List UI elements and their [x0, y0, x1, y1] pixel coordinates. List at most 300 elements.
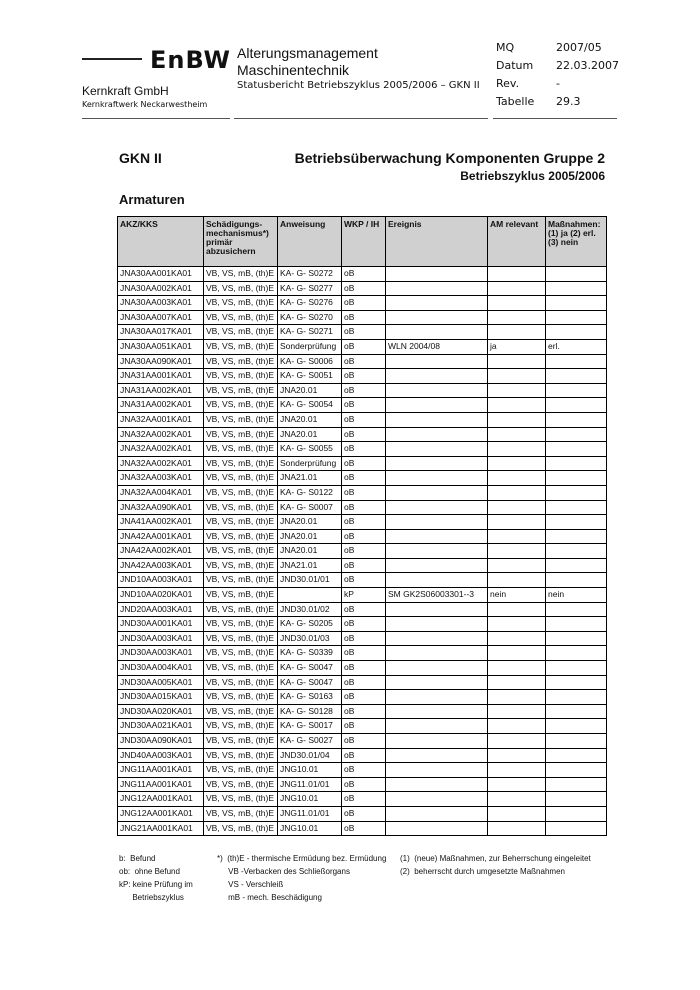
table-cell: oB — [342, 267, 386, 282]
table-cell — [386, 485, 488, 500]
table-row — [118, 617, 607, 632]
meta-value: 2007/05 — [556, 41, 602, 54]
table-row — [118, 704, 607, 719]
table-cell — [546, 719, 607, 734]
table-cell — [386, 296, 488, 311]
table-cell — [488, 500, 546, 515]
table-cell: KA- G- S0047 — [278, 675, 342, 690]
table-cell: oB — [342, 631, 386, 646]
table-cell: oB — [342, 675, 386, 690]
table-cell — [546, 777, 607, 792]
table-cell: oB — [342, 471, 386, 486]
table-row — [118, 734, 607, 749]
table-row — [118, 442, 607, 457]
table-cell — [386, 646, 488, 661]
table-cell: oB — [342, 792, 386, 807]
table-cell — [386, 558, 488, 573]
table-cell: VB, VS, mB, (th)E — [204, 617, 278, 632]
table-row — [118, 485, 607, 500]
table-cell: JNA30AA017KA01 — [118, 325, 204, 340]
table-cell: VB, VS, mB, (th)E — [204, 412, 278, 427]
column-header: Ereignis — [386, 217, 488, 267]
table-cell: KA- G- S0055 — [278, 442, 342, 457]
table-cell: VB, VS, mB, (th)E — [204, 485, 278, 500]
table-cell — [386, 369, 488, 384]
table-cell: oB — [342, 281, 386, 296]
table-row — [118, 763, 607, 778]
table-cell — [488, 777, 546, 792]
table-cell — [488, 690, 546, 705]
table-cell — [488, 792, 546, 807]
column-header: AM relevant — [488, 217, 546, 267]
table-cell — [488, 748, 546, 763]
table-cell: JND30AA021KA01 — [118, 719, 204, 734]
table-cell: JNG10.01 — [278, 792, 342, 807]
table-cell: JND30AA015KA01 — [118, 690, 204, 705]
table-cell: VB, VS, mB, (th)E — [204, 442, 278, 457]
table-cell: JNA32AA002KA01 — [118, 427, 204, 442]
table-cell: JNA42AA002KA01 — [118, 544, 204, 559]
table-row — [118, 544, 607, 559]
table-cell: JNA32AA003KA01 — [118, 471, 204, 486]
table-cell: erl. — [546, 339, 607, 354]
table-row — [118, 792, 607, 807]
table-cell — [386, 383, 488, 398]
table-cell: KA- G- S0128 — [278, 704, 342, 719]
legend-line: mB - mech. Beschädigung — [217, 893, 322, 902]
table-row — [118, 748, 607, 763]
table-cell: oB — [342, 529, 386, 544]
table-cell: VB, VS, mB, (th)E — [204, 529, 278, 544]
table-cell — [488, 704, 546, 719]
table-cell — [488, 310, 546, 325]
table-cell: JNG11AA001KA01 — [118, 763, 204, 778]
table-cell: VB, VS, mB, (th)E — [204, 631, 278, 646]
table-cell — [386, 281, 488, 296]
table-cell: Sonderprüfung — [278, 339, 342, 354]
logo-line — [82, 58, 142, 60]
column-header: AKZ/KKS — [118, 217, 204, 267]
table-cell — [546, 398, 607, 413]
table-cell — [386, 661, 488, 676]
table-cell: oB — [342, 515, 386, 530]
table-row — [118, 267, 607, 282]
table-cell: VB, VS, mB, (th)E — [204, 675, 278, 690]
table-cell: JND30.01/03 — [278, 631, 342, 646]
table-cell: VB, VS, mB, (th)E — [204, 354, 278, 369]
table-cell: JNA32AA090KA01 — [118, 500, 204, 515]
table-cell: JND10AA003KA01 — [118, 573, 204, 588]
component-table — [117, 216, 607, 836]
table-cell — [546, 383, 607, 398]
table-cell: JND40AA003KA01 — [118, 748, 204, 763]
table-cell: JNG11.01/01 — [278, 806, 342, 821]
table-cell: oB — [342, 325, 386, 340]
table-cell — [488, 412, 546, 427]
meta-key: Datum — [496, 59, 534, 72]
legend-line: VS - Verschleiß — [217, 880, 284, 889]
table-cell: VB, VS, mB, (th)E — [204, 558, 278, 573]
table-cell: VB, VS, mB, (th)E — [204, 588, 278, 603]
meta-row — [496, 77, 616, 95]
table-cell: KA- G- S0276 — [278, 296, 342, 311]
meta-value: 22.03.2007 — [556, 59, 619, 72]
table-cell — [546, 690, 607, 705]
table-cell: VB, VS, mB, (th)E — [204, 427, 278, 442]
table-cell — [488, 763, 546, 778]
table-cell: JND30AA004KA01 — [118, 661, 204, 676]
table-cell — [278, 588, 342, 603]
table-cell — [386, 456, 488, 471]
table-cell — [546, 310, 607, 325]
table-cell — [386, 602, 488, 617]
table-cell: VB, VS, mB, (th)E — [204, 267, 278, 282]
operating-cycle: Betriebszyklus 2005/2006 — [460, 169, 605, 183]
table-cell — [386, 821, 488, 836]
table-row — [118, 646, 607, 661]
column-header: WKP / IH — [342, 217, 386, 267]
table-row — [118, 369, 607, 384]
table-cell — [546, 267, 607, 282]
table-cell — [546, 354, 607, 369]
table-row — [118, 398, 607, 413]
table-cell: VB, VS, mB, (th)E — [204, 296, 278, 311]
table-cell — [488, 515, 546, 530]
table-cell: oB — [342, 427, 386, 442]
table-cell — [488, 806, 546, 821]
table-row — [118, 661, 607, 676]
table-cell: oB — [342, 500, 386, 515]
table-cell: VB, VS, mB, (th)E — [204, 339, 278, 354]
table-cell: oB — [342, 310, 386, 325]
table-row — [118, 500, 607, 515]
header-rule — [493, 118, 617, 119]
table-row — [118, 325, 607, 340]
table-cell: VB, VS, mB, (th)E — [204, 369, 278, 384]
table-cell: KA- G- S0205 — [278, 617, 342, 632]
meta-value: 29.3 — [556, 95, 581, 108]
table-cell — [386, 777, 488, 792]
table-cell: KA- G- S0054 — [278, 398, 342, 413]
table-cell: oB — [342, 806, 386, 821]
table-cell — [386, 310, 488, 325]
table-cell: oB — [342, 646, 386, 661]
table-cell: JNA32AA002KA01 — [118, 442, 204, 457]
table-cell: JNA30AA051KA01 — [118, 339, 204, 354]
legend-line: VB -Verbacken des Schließorgans — [217, 867, 350, 876]
table-cell: oB — [342, 485, 386, 500]
table-cell — [546, 763, 607, 778]
table-cell — [546, 485, 607, 500]
company-name: Kernkraft GmbH — [82, 84, 169, 98]
table-cell: JNA20.01 — [278, 412, 342, 427]
table-cell — [488, 354, 546, 369]
table-cell — [488, 471, 546, 486]
legend-line: (2) beherrscht durch umgesetzte Maßnahmen — [400, 867, 565, 876]
table-cell — [386, 515, 488, 530]
table-cell: VB, VS, mB, (th)E — [204, 792, 278, 807]
header-rule — [82, 118, 230, 119]
legend-line: b: Befund — [119, 854, 156, 863]
table-cell — [546, 529, 607, 544]
unit-label: GKN II — [119, 150, 162, 166]
table-header-row — [118, 217, 607, 267]
table-row — [118, 383, 607, 398]
table-cell: VB, VS, mB, (th)E — [204, 777, 278, 792]
table-cell: JNA32AA001KA01 — [118, 412, 204, 427]
table-cell — [386, 734, 488, 749]
table-cell: JNA20.01 — [278, 515, 342, 530]
table-cell: KA- G- S0122 — [278, 485, 342, 500]
table-cell: oB — [342, 573, 386, 588]
meta-value: - — [556, 77, 560, 90]
table-cell: JNA32AA002KA01 — [118, 456, 204, 471]
table-cell — [488, 617, 546, 632]
table-cell: JNG12AA001KA01 — [118, 792, 204, 807]
meta-row — [496, 59, 619, 77]
table-cell: oB — [342, 354, 386, 369]
table-cell: JNA30AA090KA01 — [118, 354, 204, 369]
table-cell: KA- G- S0277 — [278, 281, 342, 296]
table-cell — [386, 704, 488, 719]
table-row — [118, 821, 607, 836]
table-cell — [546, 558, 607, 573]
table-cell — [546, 412, 607, 427]
table-cell — [546, 544, 607, 559]
table-row — [118, 719, 607, 734]
table-cell: oB — [342, 558, 386, 573]
table-cell: VB, VS, mB, (th)E — [204, 821, 278, 836]
table-cell: JNG12AA001KA01 — [118, 806, 204, 821]
table-cell: KA- G- S0017 — [278, 719, 342, 734]
table-row — [118, 471, 607, 486]
table-cell — [386, 354, 488, 369]
table-cell: JNA20.01 — [278, 427, 342, 442]
table-cell: KA- G- S0339 — [278, 646, 342, 661]
table-cell — [546, 792, 607, 807]
company-logo: EnBW — [150, 46, 231, 74]
table-cell — [488, 734, 546, 749]
table-cell: JNG11AA001KA01 — [118, 777, 204, 792]
table-row — [118, 310, 607, 325]
table-cell — [488, 325, 546, 340]
table-cell: VB, VS, mB, (th)E — [204, 325, 278, 340]
table-cell: JNA30AA007KA01 — [118, 310, 204, 325]
table-cell: oB — [342, 383, 386, 398]
table-cell — [488, 529, 546, 544]
table-cell — [546, 704, 607, 719]
table-cell — [488, 383, 546, 398]
table-cell — [546, 427, 607, 442]
table-cell — [546, 281, 607, 296]
table-row — [118, 602, 607, 617]
table-cell: oB — [342, 544, 386, 559]
table-cell — [488, 281, 546, 296]
table-cell: VB, VS, mB, (th)E — [204, 734, 278, 749]
table-cell: SM GK2S06003301--3 — [386, 588, 488, 603]
table-cell — [488, 719, 546, 734]
table-cell — [386, 500, 488, 515]
table-cell: JND30.01/01 — [278, 573, 342, 588]
table-cell: JND30AA003KA01 — [118, 646, 204, 661]
table-cell: nein — [488, 588, 546, 603]
table-cell: oB — [342, 398, 386, 413]
table-cell: KA- G- S0047 — [278, 661, 342, 676]
table-cell — [488, 602, 546, 617]
table-cell: JND10AA020KA01 — [118, 588, 204, 603]
table-cell — [488, 456, 546, 471]
table-cell: VB, VS, mB, (th)E — [204, 500, 278, 515]
table-cell: JNG10.01 — [278, 821, 342, 836]
header-subtitle: Statusbericht Betriebszyklus 2005/2006 – GKN II — [237, 80, 480, 91]
table-cell: JNA31AA002KA01 — [118, 398, 204, 413]
table-cell: JNA30AA003KA01 — [118, 296, 204, 311]
table-cell: JNA20.01 — [278, 544, 342, 559]
table-cell — [488, 442, 546, 457]
legend-line: Betriebszyklus — [119, 893, 184, 902]
table-row — [118, 354, 607, 369]
table-cell — [488, 369, 546, 384]
table-cell: kP — [342, 588, 386, 603]
table-cell: JNA20.01 — [278, 529, 342, 544]
table-cell — [386, 442, 488, 457]
table-cell: VB, VS, mB, (th)E — [204, 515, 278, 530]
table-cell: JNG10.01 — [278, 763, 342, 778]
table-cell — [546, 369, 607, 384]
table-cell — [488, 558, 546, 573]
header-title-1: Alterungsmanagement — [237, 45, 378, 61]
table-cell — [386, 748, 488, 763]
table-cell — [488, 573, 546, 588]
legend-line: ob: ohne Befund — [119, 867, 180, 876]
table-row — [118, 339, 607, 354]
table-row — [118, 806, 607, 821]
table-cell — [546, 631, 607, 646]
table-cell — [386, 544, 488, 559]
table-cell — [488, 661, 546, 676]
table-cell: oB — [342, 690, 386, 705]
table-cell: VB, VS, mB, (th)E — [204, 456, 278, 471]
plant-name: Kernkraftwerk Neckarwestheim — [82, 100, 208, 109]
table-cell — [546, 646, 607, 661]
table-cell: VB, VS, mB, (th)E — [204, 806, 278, 821]
table-cell: VB, VS, mB, (th)E — [204, 573, 278, 588]
legend-line: (1) (neue) Maßnahmen, zur Beherrschung eingeleitet — [400, 854, 591, 863]
table-cell: oB — [342, 617, 386, 632]
table-cell — [546, 661, 607, 676]
table-cell — [386, 631, 488, 646]
legend-line: kP: keine Prüfung im — [119, 880, 193, 889]
table-row — [118, 427, 607, 442]
table-cell — [386, 325, 488, 340]
table-cell: JND30AA001KA01 — [118, 617, 204, 632]
table-cell: oB — [342, 296, 386, 311]
table-cell — [386, 398, 488, 413]
legend-status — [119, 852, 193, 904]
table-cell: JNG11.01/01 — [278, 777, 342, 792]
header-rule — [234, 118, 488, 119]
table-cell: KA- G- S0271 — [278, 325, 342, 340]
table-cell: JND30.01/04 — [278, 748, 342, 763]
table-cell — [488, 296, 546, 311]
table-cell: VB, VS, mB, (th)E — [204, 544, 278, 559]
table-cell: JNA21.01 — [278, 558, 342, 573]
table-cell: WLN 2004/08 — [386, 339, 488, 354]
table-cell: VB, VS, mB, (th)E — [204, 310, 278, 325]
table-cell: VB, VS, mB, (th)E — [204, 690, 278, 705]
table-row — [118, 588, 607, 603]
table-cell: oB — [342, 602, 386, 617]
meta-row — [496, 41, 616, 59]
table-cell — [546, 748, 607, 763]
document-meta — [496, 41, 619, 113]
table-cell — [488, 821, 546, 836]
table-cell: VB, VS, mB, (th)E — [204, 398, 278, 413]
table-cell — [546, 821, 607, 836]
table-cell: VB, VS, mB, (th)E — [204, 602, 278, 617]
table-cell: JND30AA020KA01 — [118, 704, 204, 719]
legend-measures — [400, 852, 591, 878]
table-row — [118, 456, 607, 471]
table-cell: oB — [342, 369, 386, 384]
table-cell — [546, 442, 607, 457]
table-cell — [546, 325, 607, 340]
table-cell: JNA30AA002KA01 — [118, 281, 204, 296]
meta-key: Tabelle — [496, 95, 535, 108]
meta-row — [496, 95, 616, 113]
table-cell: JND20AA003KA01 — [118, 602, 204, 617]
table-cell: VB, VS, mB, (th)E — [204, 719, 278, 734]
table-row — [118, 777, 607, 792]
table-cell — [546, 515, 607, 530]
table-cell: VB, VS, mB, (th)E — [204, 646, 278, 661]
table-cell — [386, 690, 488, 705]
table-cell: VB, VS, mB, (th)E — [204, 704, 278, 719]
table-cell — [386, 763, 488, 778]
meta-key: Rev. — [496, 77, 520, 90]
table-cell: VB, VS, mB, (th)E — [204, 471, 278, 486]
table-cell: JNA30AA001KA01 — [118, 267, 204, 282]
table-cell: KA- G- S0163 — [278, 690, 342, 705]
table-cell: oB — [342, 704, 386, 719]
table-cell: JNA32AA004KA01 — [118, 485, 204, 500]
legend-line: *) (th)E - thermische Ermüdung bez. Ermüdung — [217, 854, 387, 863]
table-cell: oB — [342, 339, 386, 354]
table-row — [118, 281, 607, 296]
table-cell: oB — [342, 719, 386, 734]
table-cell: VB, VS, mB, (th)E — [204, 383, 278, 398]
table-cell: VB, VS, mB, (th)E — [204, 763, 278, 778]
table-cell: KA- G- S0027 — [278, 734, 342, 749]
table-body — [118, 267, 607, 836]
table-cell — [386, 617, 488, 632]
table-cell: oB — [342, 763, 386, 778]
table-cell: JNA42AA001KA01 — [118, 529, 204, 544]
table-cell: KA- G- S0006 — [278, 354, 342, 369]
table-cell — [488, 646, 546, 661]
table-cell: oB — [342, 821, 386, 836]
table-row — [118, 515, 607, 530]
table-cell: KA- G- S0272 — [278, 267, 342, 282]
table-cell — [488, 485, 546, 500]
table-cell: oB — [342, 734, 386, 749]
legend-mechanisms — [217, 852, 386, 904]
table-cell — [546, 734, 607, 749]
column-header: Maßnahmen: (1) ja (2) erl. (3) nein — [546, 217, 607, 267]
table-cell — [386, 471, 488, 486]
table-cell — [488, 398, 546, 413]
table-cell — [386, 792, 488, 807]
